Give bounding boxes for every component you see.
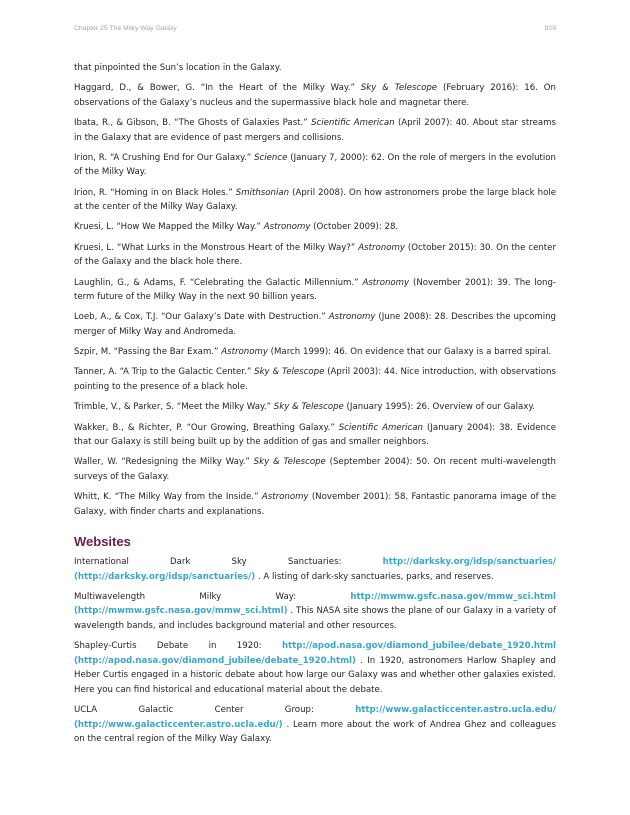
reference-item: Kruesi, L. “What Lurks in the Monstrous Heart of the Milky Way?” Astronomy (October 2015): 30. On the center of the Galaxy and the black hole there. (74, 242, 556, 268)
reference-source: Sky & Telescope (360, 83, 438, 94)
website-link-paren[interactable]: (http://mwmw.gsfc.nasa.gov/mmw_sci.html) (74, 606, 288, 617)
website-item: Shapley-Curtis Debate in 1920: http://apod.nasa.gov/diamond_jubilee/debate_1920.html (http://apod.nasa.gov/diamond_jubilee/debate_1920.html) . In 1920, astronomers Harlow Shapley and Heber Curtis engaged in a historic debate about how large our Galaxy was and whether other galaxies existed. Here you can find historical and educational material about the debate. (74, 641, 556, 695)
reference-source: Smithsonian (235, 187, 290, 198)
reference-source: Astronomy (263, 222, 311, 233)
reference-source: Astronomy (261, 492, 309, 503)
reference-source: Sky & Telescope (253, 457, 326, 468)
website-item: UCLA Galactic Center Group: http://www.galacticcenter.astro.ucla.edu/ (http://www.galacticcenter.astro.ucla.edu/) . Learn more about the work of Andrea Ghez and colleagues on the central region of the Milky Way Galaxy. (74, 705, 556, 745)
reference-source: Scientific American (338, 422, 423, 433)
reference-continuation: that pinpointed the Sun’s location in the Galaxy. (74, 63, 282, 73)
reference-source: Science (254, 152, 288, 163)
reference-source: Astronomy (328, 312, 376, 323)
website-link[interactable]: http://darksky.org/idsp/sanctuaries/ (382, 557, 556, 568)
chapter-title: Chapter 25 The Milky Way Galaxy (74, 25, 177, 32)
website-link[interactable]: http://www.galacticcenter.astro.ucla.edu/ (355, 705, 556, 716)
page-number: 929 (544, 25, 556, 32)
reference-source: Sky & Telescope (254, 367, 325, 378)
reference-item: Loeb, A., & Cox, T.J. “Our Galaxy’s Date with Destruction.” Astronomy (June 2008): 28. Describes the upcoming merger of Milky Way and Andromeda. (74, 312, 556, 337)
reference-item: Laughlin, G., & Adams, F. “Celebrating the Galactic Millennium.” Astronomy (November 2001): 39. The long-term future of the Milky Way in the next 90 billion years. (74, 277, 556, 303)
website-link[interactable]: http://mwmw.gsfc.nasa.gov/mmw_sci.html (350, 591, 556, 602)
reference-source: Astronomy (221, 347, 268, 358)
reference-item: Wakker, B., & Richter, P. “Our Growing, Breathing Galaxy.” Scientific American (January 2004): 38. Evidence that our Galaxy is still being built up by the addition of gas and smaller neighbors. (74, 422, 556, 448)
running-header (74, 25, 556, 37)
reference-item: Irion, R. “A Crushing End for Our Galaxy.” Science (January 7, 2000): 62. On the role of mergers in the evolution of the Milky Way. (74, 152, 556, 178)
reference-source: Sky & Telescope (273, 402, 344, 413)
website-link-paren[interactable]: (http://darksky.org/idsp/sanctuaries/) (74, 571, 256, 582)
reference-source: Astronomy (362, 277, 410, 288)
reference-item: Waller, W. “Redesigning the Milky Way.” Sky & Telescope (September 2004): 50. On recent multi-wavelength surveys of the Galaxy. (74, 457, 556, 482)
reference-item: Tanner, A. “A Trip to the Galactic Center.” Sky & Telescope (April 2003): 44. Nice introduction, with observations pointing to the presence of a black hole. (74, 367, 556, 392)
website-item: Multiwavelength Milky Way: http://mwmw.gsfc.nasa.gov/mmw_sci.html (http://mwmw.gsfc.nasa.gov/mmw_sci.html) . This NASA site shows the plane of our Galaxy in a variety of wavelength bands, and includes background material and other resources. (74, 591, 556, 631)
website-link-paren[interactable]: (http://apod.nasa.gov/diamond_jubilee/debate_1920.html) (74, 655, 356, 666)
website-link-paren[interactable]: (http://www.galacticcenter.astro.ucla.edu/) (74, 719, 283, 730)
reference-source: Astronomy (358, 242, 405, 253)
website-item: International Dark Sky Sanctuaries: http://darksky.org/idsp/sanctuaries/ (http://darksky.org/idsp/sanctuaries/) . A listing of dark-sky sanctuaries, parks, and reserves. (74, 557, 556, 582)
reference-item: Irion, R. “Homing in on Black Holes.” Smithsonian (April 2008). On how astronomers probe the large black hole at the center of the Milky Way Galaxy. (74, 187, 557, 213)
reference-item: Haggard, D., & Bower, G. “In the Heart of the Milky Way.” Sky & Telescope (February 2016): 16. On observations of the Galaxy’s nucleus and the supermassive black hole and magnetar there. (74, 83, 556, 108)
reference-item: Kruesi, L. “How We Mapped the Milky Way.” Astronomy (October 2009): 28. (74, 222, 399, 233)
reference-source: Scientific American (311, 118, 395, 129)
reference-item: Ibata, R., & Gibson, B. “The Ghosts of Galaxies Past.” Scientific American (April 2007): 40. About star streams in the Galaxy that are evidence of past mergers and collisions. (74, 118, 556, 143)
websites-heading: Websites (74, 534, 131, 550)
reference-item: Whitt, K. “The Milky Way from the Inside.” Astronomy (November 2001): 58. Fantastic panorama image of the Galaxy, with finder charts and explanations. (74, 492, 556, 517)
reference-item: Szpir, M. “Passing the Bar Exam.” Astronomy (March 1999): 46. On evidence that our Galaxy is a barred spiral. (74, 347, 552, 358)
page-content (74, 61, 556, 752)
reference-item: Trimble, V., & Parker, S. “Meet the Milky Way.” Sky & Telescope (January 1995): 26. Overview of our Galaxy. (74, 402, 535, 413)
website-link[interactable]: http://apod.nasa.gov/diamond_jubilee/debate_1920.html (281, 641, 556, 652)
